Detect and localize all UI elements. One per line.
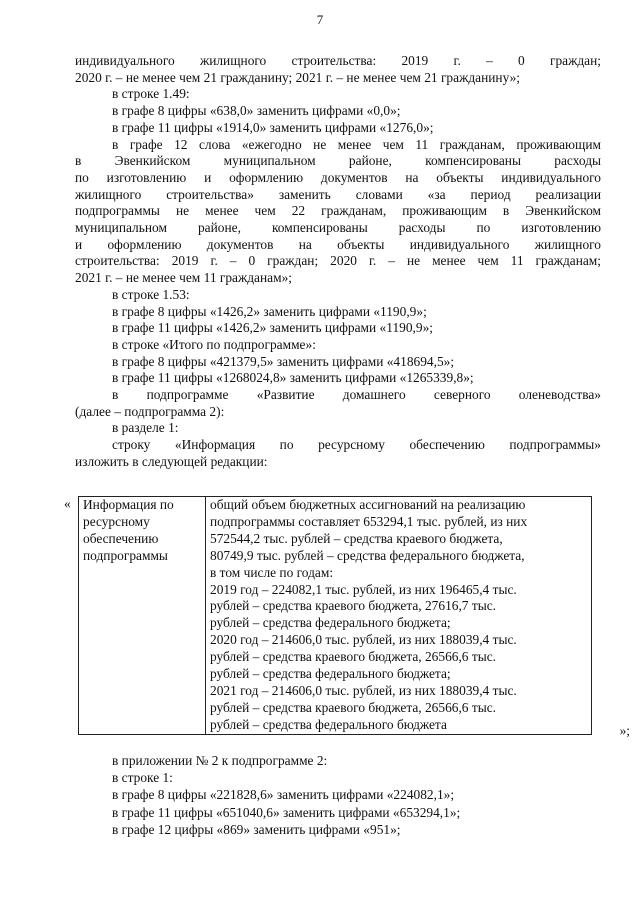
- value-line: 2019 год – 224082,1 тыс. рублей, из них 196465,4 тыс.: [210, 581, 517, 597]
- resource-table: [78, 496, 592, 735]
- text-line: строку «Информация по ресурсному обеспечению подпрограммы»: [112, 437, 601, 453]
- text-line: изложить в следующей редакции:: [75, 453, 268, 469]
- value-line: в том числе по годам:: [210, 564, 334, 580]
- value-line: 2021 год – 214606,0 тыс. рублей, из них 188039,4 тыс.: [210, 682, 517, 698]
- text-line: в строке 1:: [112, 770, 173, 786]
- text-line: в строке 1.53:: [112, 286, 190, 302]
- value-line: рублей – средства федерального бюджета;: [210, 666, 451, 682]
- document-body: [75, 53, 601, 471]
- text-line: и оформлению документов на объекты индивидуального жилищного: [75, 236, 601, 252]
- text-line: в Эвенкийском муниципальном районе, компенсированы расходы: [75, 153, 601, 169]
- text-line: в графе 8 цифры «1426,2» заменить цифрами «1190,9»;: [112, 303, 427, 319]
- text-line: в приложении № 2 к подпрограмме 2:: [112, 753, 328, 768]
- table-row: [79, 497, 592, 735]
- value-line: рублей – средства краевого бюджета, 26566,6 тыс.: [210, 649, 496, 665]
- text-line: 2021 г. – не менее чем 11 гражданам»;: [75, 270, 293, 286]
- value-line: подпрограммы составляет 653294,1 тыс. рублей, из них: [210, 513, 528, 529]
- resource-table-block: [64, 491, 630, 745]
- page-number: 7: [316, 12, 324, 27]
- text-line: в графе 8 цифры «221828,6» заменить цифрами «224082,1»;: [112, 787, 455, 803]
- value-line: рублей – средства краевого бюджета, 26566,6 тыс.: [210, 699, 496, 715]
- table-value-cell: [206, 497, 592, 735]
- value-line: рублей – средства федерального бюджета;: [210, 615, 451, 631]
- text-line: индивидуального жилищного строительства: 2019 г. – 0 граждан;: [75, 53, 601, 68]
- text-line: в графе 11 цифры «1426,2» заменить цифрами «1190,9»;: [112, 320, 433, 336]
- value-line: 2020 год – 214606,0 тыс. рублей, из них 188039,4 тыс.: [210, 632, 517, 648]
- value-line: 572544,2 тыс. рублей – средства краевого бюджета,: [210, 530, 503, 546]
- value-line: рублей – средства краевого бюджета, 27616,7 тыс.: [210, 598, 496, 614]
- text-line: в графе 8 цифры «638,0» заменить цифрами «0,0»;: [112, 103, 401, 119]
- value-line: общий объем бюджетных ассигнований на реализацию: [210, 497, 526, 512]
- value-line: 80749,9 тыс. рублей – средства федерального бюджета,: [210, 547, 525, 563]
- text-line: жилищного строительства» заменить словами «за период реализации: [75, 186, 601, 202]
- text-line: строительства: 2019 г. – 0 граждан; 2020 г. – не менее чем 11 гражданам;: [75, 253, 601, 269]
- text-line: в графе 11 цифры «1914,0» заменить цифрами «1276,0»;: [112, 119, 434, 135]
- text-line: по изготовлению и оформлению документов на объекты индивидуального: [75, 169, 601, 185]
- text-line: в подпрограмме «Развитие домашнего северного оленеводства»: [112, 387, 601, 403]
- text-line: в графе 11 цифры «651040,6» заменить цифрами «653294,1»;: [112, 804, 461, 820]
- text-line: (далее – подпрограмма 2):: [75, 403, 225, 419]
- closing-quote: »;: [619, 723, 630, 738]
- text-line: в строке «Итого по подпрограмме»:: [112, 336, 316, 352]
- document-body-continued: [75, 752, 601, 838]
- text-line: муниципальном районе, компенсированы расходы по изготовлению: [75, 220, 601, 236]
- text-line: в строке 1.49:: [112, 86, 190, 102]
- text-line: в графе 12 цифры «869» заменить цифрами «951»;: [112, 821, 401, 837]
- text-line: в графе 12 слова «ежегодно не менее чем 11 гражданам, проживающим: [112, 136, 601, 152]
- text-line: в графе 8 цифры «421379,5» заменить цифрами «418694,5»;: [112, 353, 455, 369]
- text-line: 2020 г. – не менее чем 21 гражданину; 2021 г. – не менее чем 21 гражданину»;: [75, 69, 521, 85]
- label-line: обеспечению: [83, 530, 159, 546]
- text-line: в разделе 1:: [112, 420, 179, 436]
- label-line: Информация по: [83, 497, 174, 512]
- value-line: рублей – средства федерального бюджета: [210, 716, 447, 732]
- text-line: подпрограммы не менее чем 22 гражданам, проживающим в Эвенкийском: [75, 203, 601, 219]
- text-line: в графе 11 цифры «1268024,8» заменить цифрами «1265339,8»;: [112, 370, 474, 386]
- label-line: подпрограммы: [83, 547, 168, 563]
- label-line: ресурсному: [83, 513, 150, 529]
- table-label-cell: [79, 497, 206, 735]
- opening-quote: «: [64, 496, 71, 511]
